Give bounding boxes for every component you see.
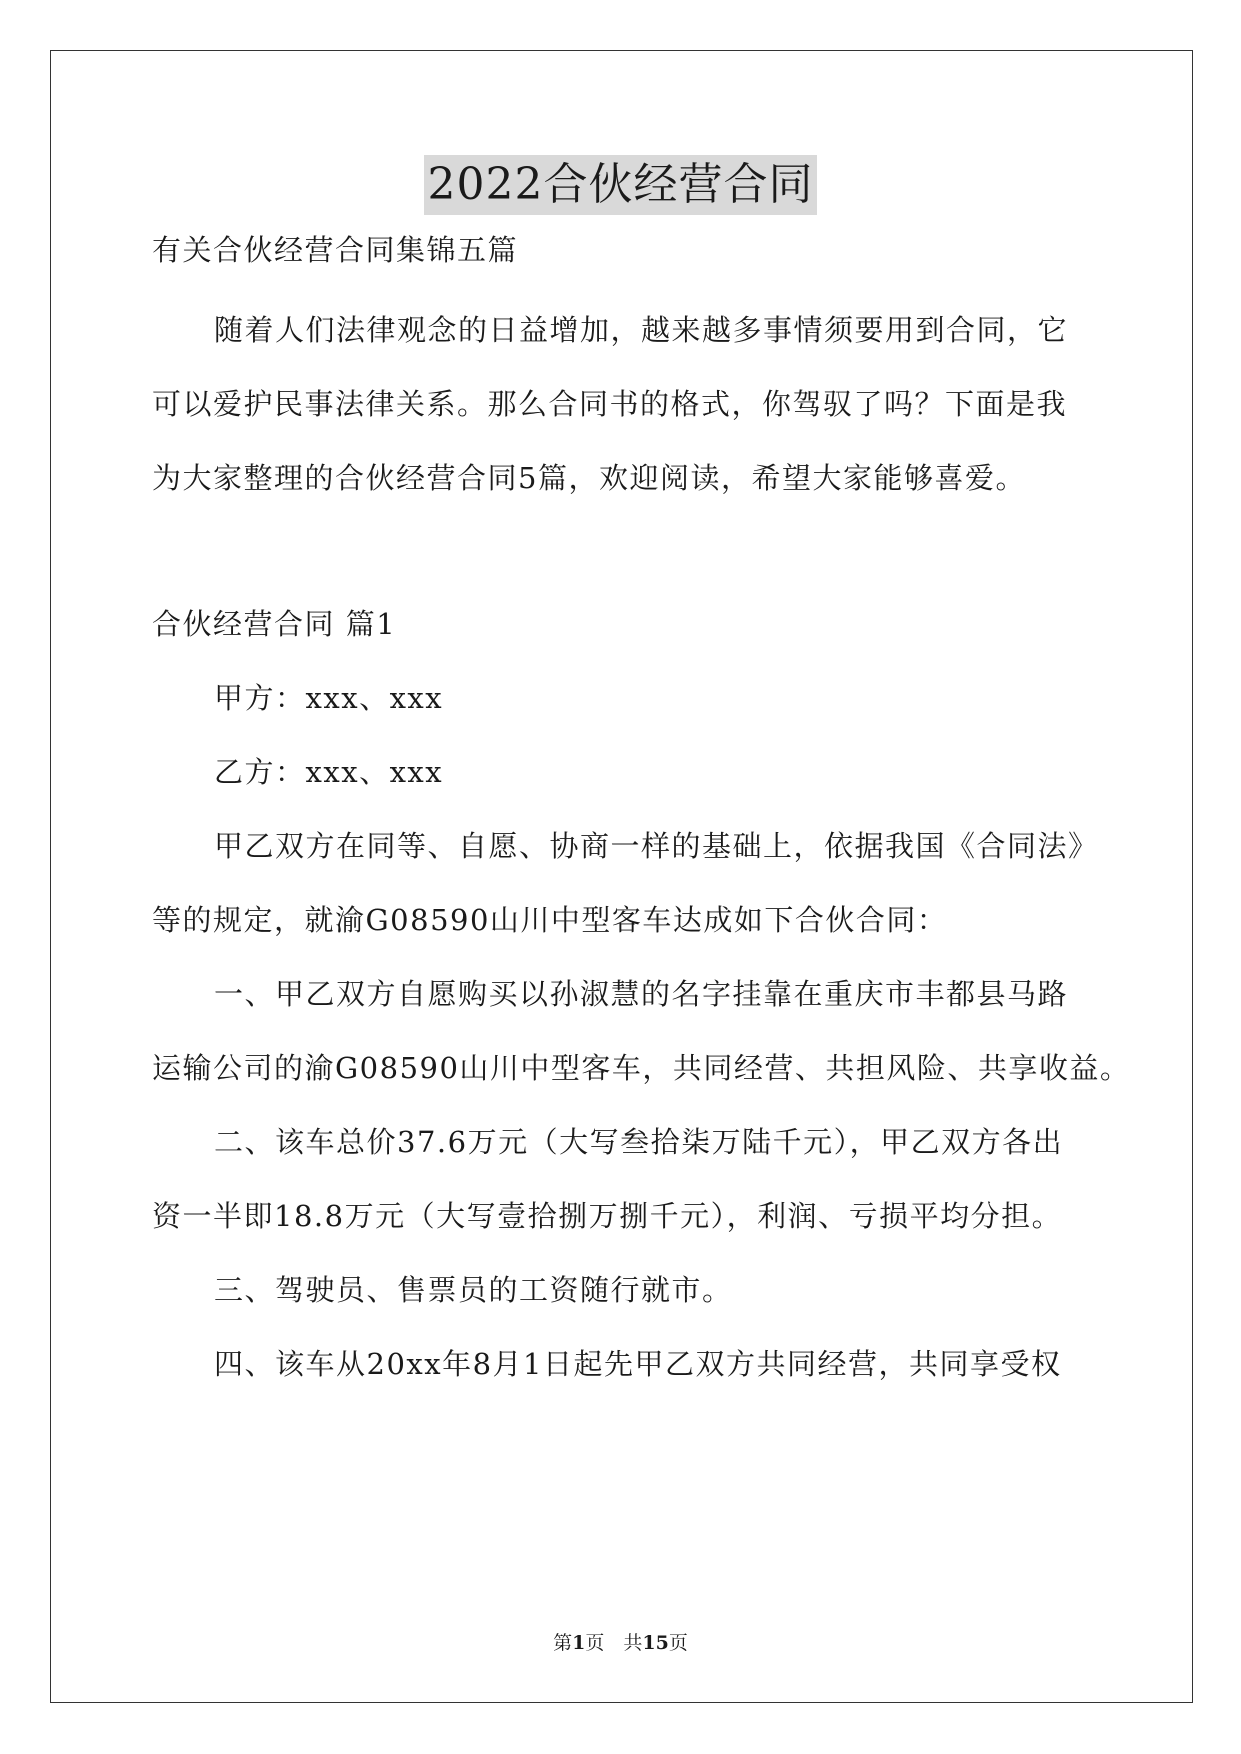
text-line: 甲乙双方在同等、自愿、协商一样的基础上，依据我国《合同法》	[214, 829, 1099, 863]
text-line: 运输公司的渝G08590山川中型客车，共同经营、共担风险、共享收益。	[152, 1051, 1131, 1085]
text-line: 可以爱护民事法律关系。那么合同书的格式，你驾驭了吗？下面是我	[152, 387, 1068, 421]
footer-total-pages: 15	[642, 1632, 669, 1654]
text-line: 为大家整理的合伙经营合同5篇，欢迎阅读，希望大家能够喜爱。	[152, 461, 1026, 495]
text-line: 随着人们法律观念的日益增加，越来越多事情须要用到合同，它	[214, 313, 1069, 347]
text-line-section-heading: 合伙经营合同 篇1	[152, 607, 397, 641]
page-footer	[0, 1631, 1241, 1655]
footer-page-number: 1	[572, 1632, 586, 1654]
footer-middle: 页 共	[585, 1632, 643, 1654]
text-line: 三、驾驶员、售票员的工资随行就市。	[214, 1273, 733, 1307]
footer-suffix: 页	[668, 1632, 688, 1654]
text-line: 二、该车总价37.6万元（大写叁拾柒万陆千元），甲乙双方各出	[214, 1125, 1064, 1159]
text-line: 四、该车从20xx年8月1日起先甲乙双方共同经营，共同享受权	[214, 1347, 1062, 1381]
page-border	[50, 50, 1193, 1703]
text-line: 资一半即18.8万元（大写壹拾捌万捌千元），利润、亏损平均分担。	[152, 1199, 1063, 1233]
document-title: 2022合伙经营合同	[424, 155, 818, 215]
title-container	[0, 155, 1241, 215]
text-line-party-a: 甲方：xxx、xxx	[214, 681, 444, 715]
footer-prefix: 第	[553, 1632, 573, 1654]
text-line-subtitle: 有关合伙经营合同集锦五篇	[152, 233, 519, 267]
text-line: 一、甲乙双方自愿购买以孙淑慧的名字挂靠在重庆市丰都县马路	[214, 977, 1069, 1011]
text-line: 等的规定，就渝G08590山川中型客车达成如下合伙合同：	[152, 903, 948, 937]
text-line-party-b: 乙方：xxx、xxx	[214, 755, 444, 789]
